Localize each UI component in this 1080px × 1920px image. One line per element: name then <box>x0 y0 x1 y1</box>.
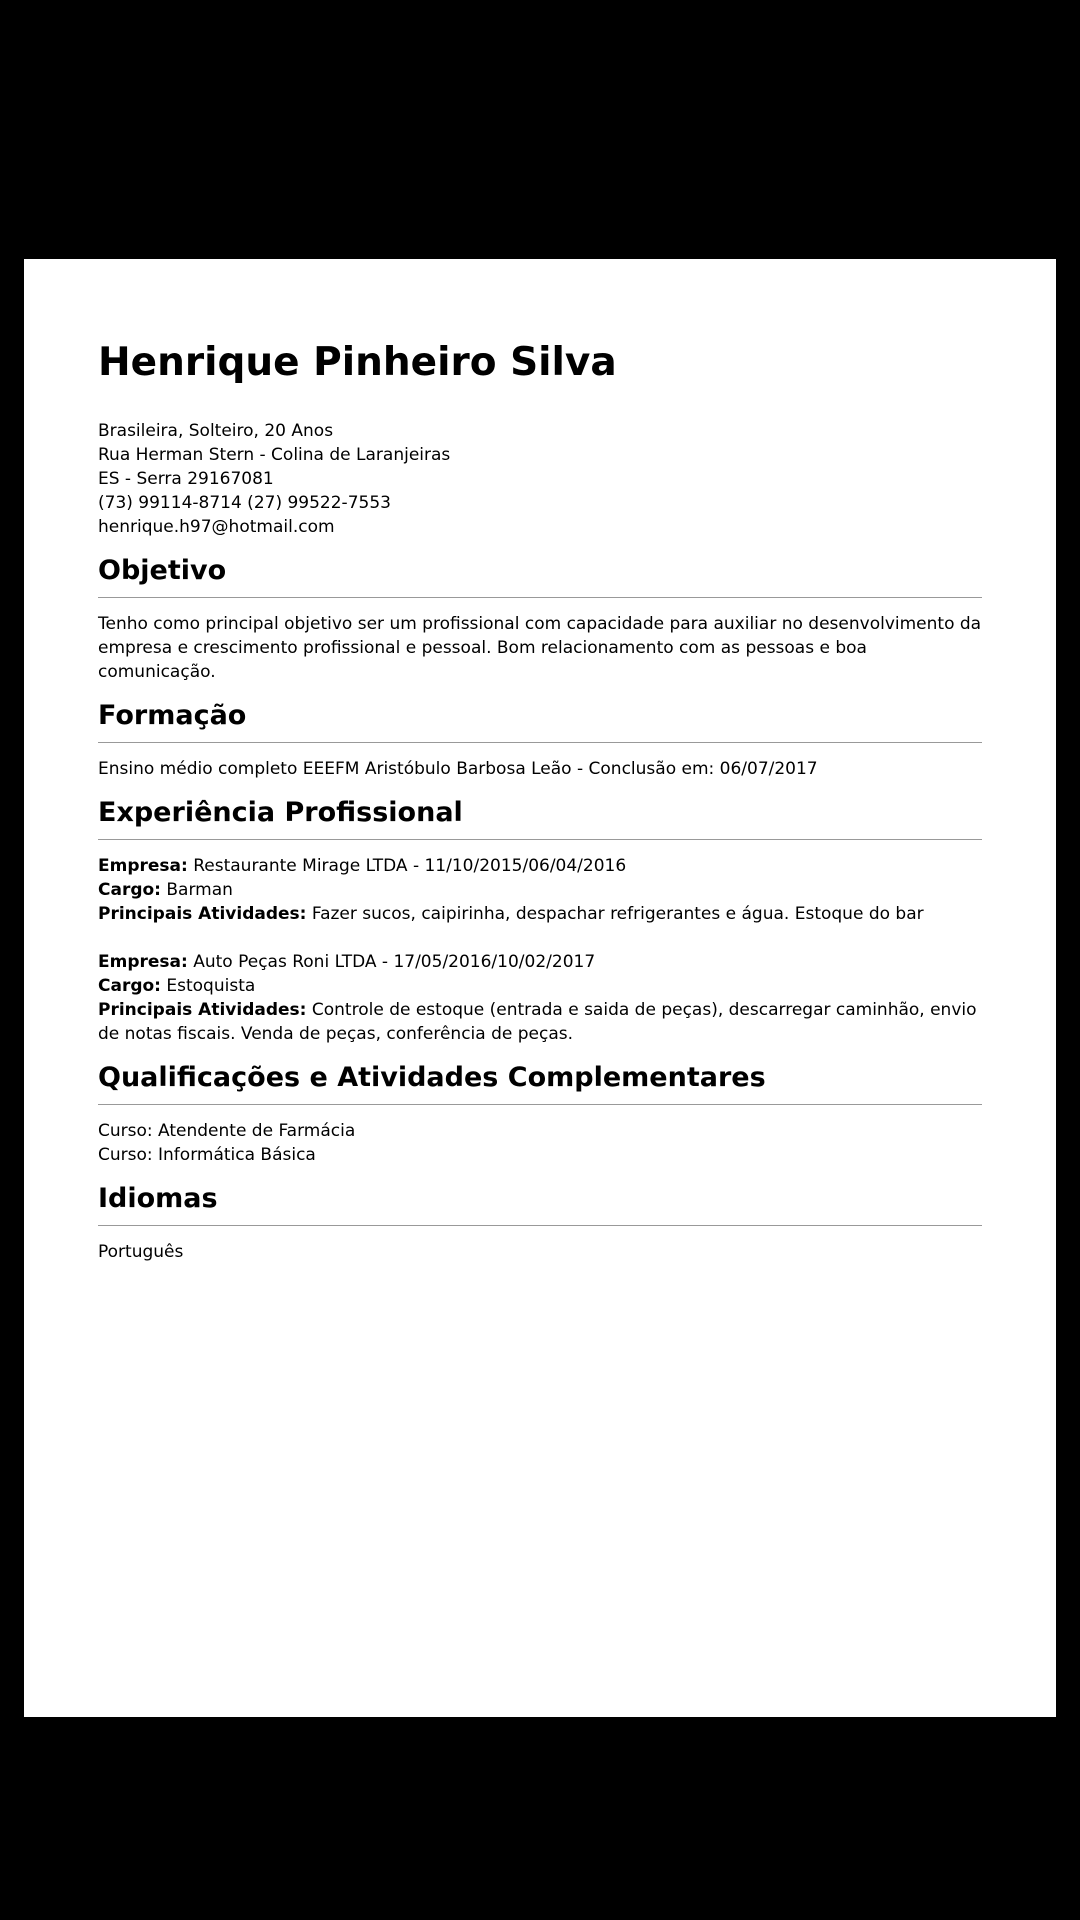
experience-section <box>98 795 982 1046</box>
qualification-item: Curso: Informática Básica <box>98 1145 316 1165</box>
contact-block <box>98 419 982 539</box>
address-city: ES - Serra 29167081 <box>98 469 274 489</box>
personal-info: Brasileira, Solteiro, 20 Anos <box>98 421 334 441</box>
job-role <box>98 878 982 902</box>
job-company <box>98 950 982 974</box>
language-item: Português <box>98 1242 184 1262</box>
objective-heading: Objetivo <box>98 555 227 586</box>
resume-content <box>98 339 982 1264</box>
activities-value: Fazer sucos, caipirinha, despachar refrigerantes e água. Estoque do bar <box>311 904 924 924</box>
job-entry <box>98 950 982 1046</box>
education-text: Ensino médio completo EEEFM Aristóbulo Barbosa Leão - Conclusão em: 06/07/2017 <box>98 759 818 779</box>
company-value: Auto Peças Roni LTDA - 17/05/2016/10/02/2017 <box>193 952 596 972</box>
role-value: Barman <box>166 880 233 900</box>
objective-text: Tenho como principal objetivo ser um profissional com capacidade para auxiliar no desenvolvimento da empresa e crescimento profissional e pessoal. Bom relacionamento com as pessoas e boa comunicação. <box>98 614 982 682</box>
phone-numbers: (73) 99114-8714 (27) 99522-7553 <box>98 493 391 513</box>
section-divider <box>98 839 982 840</box>
languages-section <box>98 1181 982 1264</box>
company-value: Restaurante Mirage LTDA - 11/10/2015/06/04/2016 <box>193 856 627 876</box>
objective-section <box>98 553 982 684</box>
activities-label: Principais Atividades: <box>98 1000 307 1020</box>
experience-heading: Experiência Profissional <box>98 797 463 828</box>
candidate-name: Henrique Pinheiro Silva <box>98 340 617 385</box>
address-street: Rua Herman Stern - Colina de Laranjeiras <box>98 445 451 465</box>
job-company <box>98 854 982 878</box>
education-heading: Formação <box>98 700 247 731</box>
job-activities <box>98 998 982 1046</box>
company-label: Empresa: <box>98 952 188 972</box>
education-section <box>98 698 982 781</box>
qualifications-section <box>98 1060 982 1167</box>
section-divider <box>98 742 982 743</box>
role-label: Cargo: <box>98 880 161 900</box>
section-divider <box>98 1104 982 1105</box>
job-entry <box>98 854 982 926</box>
company-label: Empresa: <box>98 856 188 876</box>
section-divider <box>98 1225 982 1226</box>
qualification-item: Curso: Atendente de Farmácia <box>98 1121 356 1141</box>
languages-heading: Idiomas <box>98 1183 218 1214</box>
role-label: Cargo: <box>98 976 161 996</box>
resume-page <box>24 259 1056 1717</box>
job-activities <box>98 902 982 926</box>
activities-label: Principais Atividades: <box>98 904 307 924</box>
email-address: henrique.h97@hotmail.com <box>98 517 335 537</box>
activities-value: Controle de estoque (entrada e saida de peças), descarregar caminhão, envio de notas fiscais. Venda de peças, conferência de peças. <box>98 1000 977 1044</box>
job-role <box>98 974 982 998</box>
role-value: Estoquista <box>166 976 256 996</box>
qualifications-heading: Qualificações e Atividades Complementares <box>98 1062 766 1093</box>
section-divider <box>98 597 982 598</box>
